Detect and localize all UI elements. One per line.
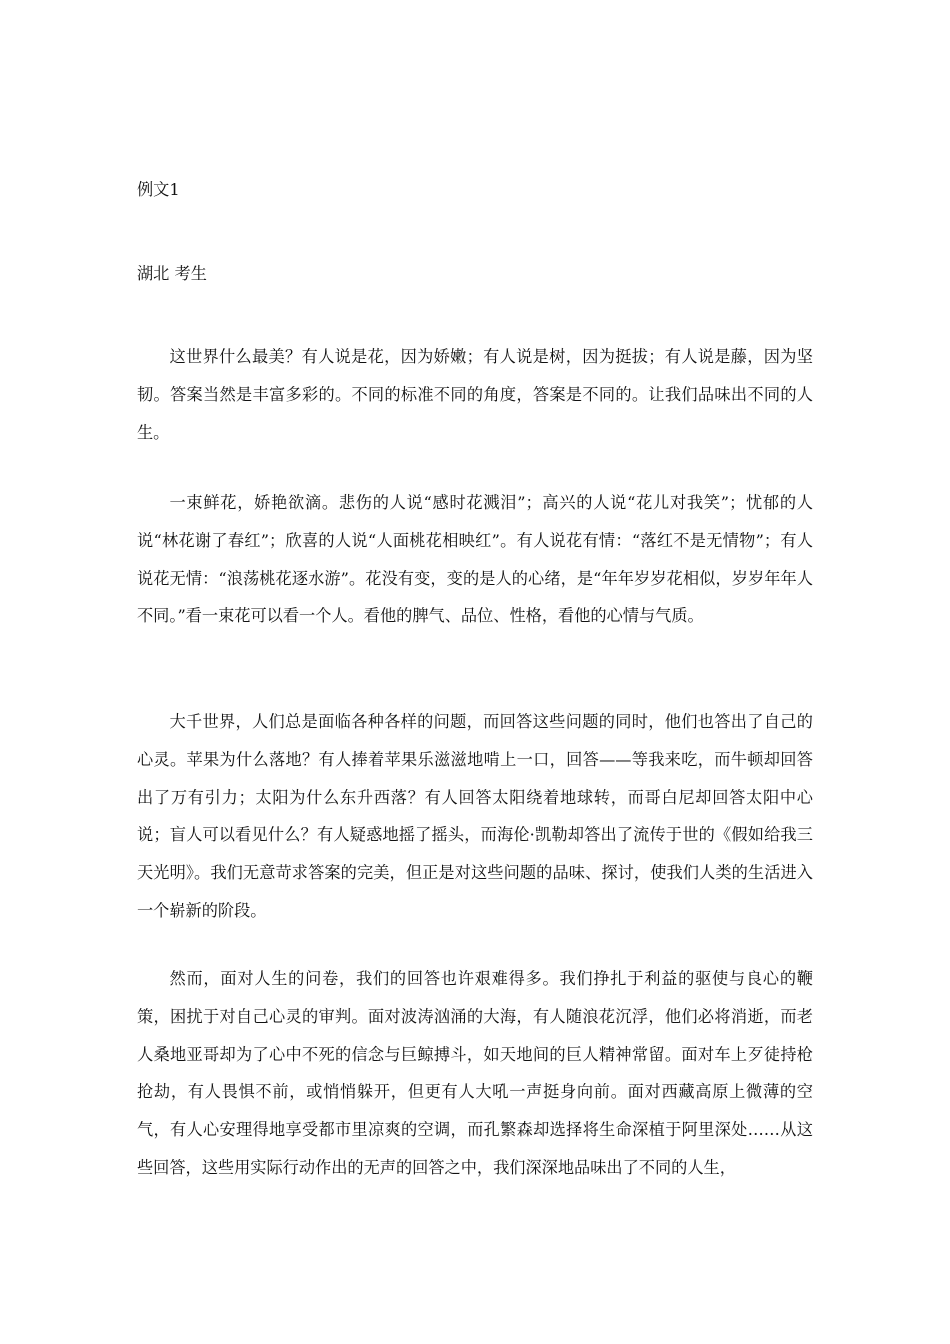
essay-title: 例文1	[137, 180, 180, 199]
paragraph-2: 一束鲜花，娇艳欲滴。悲伤的人说“感时花溅泪”；高兴的人说“花儿对我笑”；忧郁的人说“林花谢了春红”；欣喜的人说“人面桃花相映红”。有人说花有情：“落红不是无情物”；有人说花无情：“浪荡桃花逐水游”。花没有变，变的是人的心绪，是“年年岁岁花相似，岁岁年年人不同。”看一束花可以看一个人。看他的脾气、品位、性格，看他的心情与气质。	[137, 493, 813, 626]
paragraph-3: 大千世界，人们总是面临各种各样的问题，而回答这些问题的同时，他们也答出了自己的心灵。苹果为什么落地？有人捧着苹果乐滋滋地啃上一口，回答——等我来吃，而牛顿却回答出了万有引力；太阳为什么东升西落？有人回答太阳绕着地球转，而哥白尼却回答太阳中心说；盲人可以看见什么？有人疑惑地摇了摇头，而海伦·凯勒却答出了流传于世的《假如给我三天光明》。我们无意苛求答案的完美，但正是对这些问题的品味、探讨，使我们人类的生活进入一个崭新的阶段。	[137, 712, 813, 920]
essay-author: 湖北 考生	[137, 264, 207, 283]
paragraph-4: 然而，面对人生的问卷，我们的回答也许艰难得多。我们挣扎于利益的驱使与良心的鞭策，困扰于对自己心灵的审判。面对波涛汹涌的大海，有人随浪花沉浮，他们必将消逝，而老人桑地亚哥却为了心中不死的信念与巨鲸搏斗，如天地间的巨人精神常留。面对车上歹徒持枪抢劫，有人畏惧不前，或悄悄躲开，但更有人大吼一声挺身向前。面对西藏高原上微薄的空气，有人心安理得地享受都市里凉爽的空调，而孔繁森却选择将生命深植于阿里深处……从这些回答，这些用实际行动作出的无声的回答之中，我们深深地品味出了不同的人生，	[137, 969, 813, 1177]
paragraph-1: 这世界什么最美？有人说是花，因为娇嫩；有人说是树，因为挺拔；有人说是藤，因为坚韧。答案当然是丰富多彩的。不同的标准不同的角度，答案是不同的。让我们品味出不同的人生。	[137, 347, 813, 442]
document-page	[137, 0, 813, 1344]
